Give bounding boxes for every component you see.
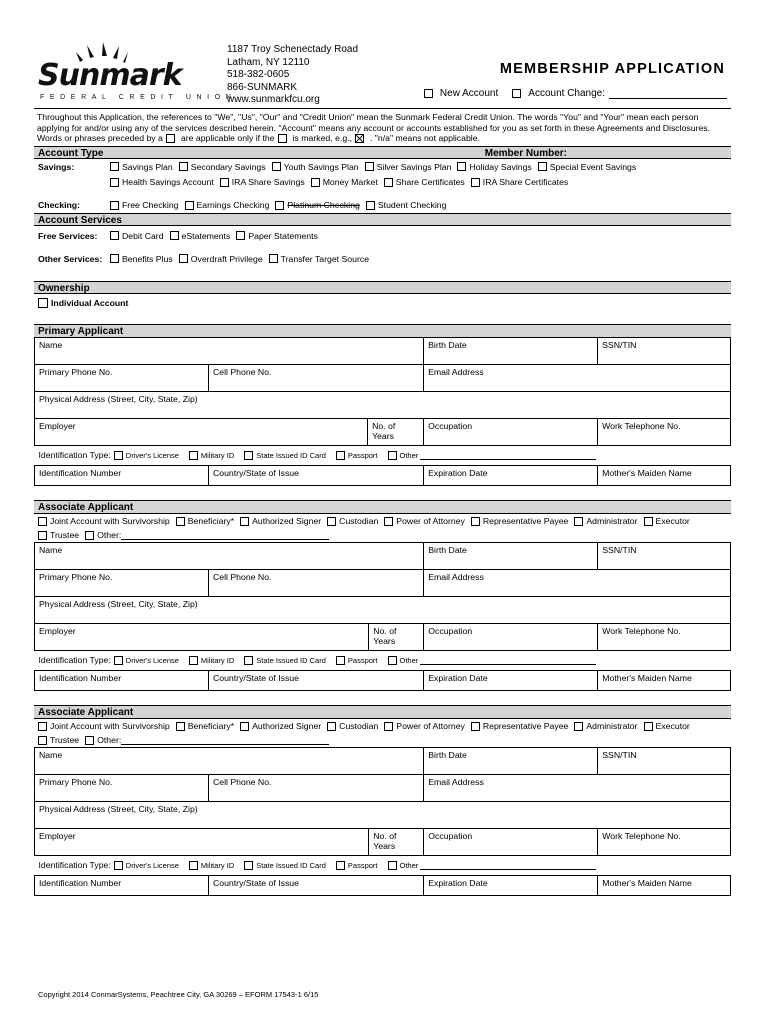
id-state-issued[interactable]: State Issued ID Card <box>244 861 326 870</box>
option-special-event-savings[interactable]: Special Event Savings <box>538 162 636 172</box>
id-military[interactable]: Military ID <box>189 451 234 460</box>
expiration-field[interactable]: Expiration Date <box>424 670 598 690</box>
years-field[interactable]: No. of Years <box>369 623 424 650</box>
note-text: is marked, e.g., <box>292 133 352 143</box>
member-number-label: Member Number: <box>484 147 567 159</box>
section-title: Associate Applicant <box>38 706 134 718</box>
primary-applicant-table <box>34 337 731 486</box>
email-field[interactable]: Email Address <box>424 364 731 391</box>
form-header <box>34 36 731 108</box>
id-type-row <box>35 445 731 465</box>
checking-label: Checking: <box>38 200 80 210</box>
role-authorized-signer[interactable]: Authorized Signer <box>240 516 321 526</box>
employer-field[interactable]: Employer <box>35 828 369 855</box>
option-free-checking[interactable]: Free Checking <box>110 200 179 210</box>
associate-roles-row <box>34 514 731 529</box>
role-other[interactable]: Other: <box>85 530 329 540</box>
account-services-header <box>34 213 731 226</box>
id-drivers-license[interactable]: Driver's License <box>114 451 179 460</box>
id-drivers-license[interactable]: Driver's License <box>114 656 179 665</box>
option-ira-share-savings[interactable]: IRA Share Savings <box>220 177 305 187</box>
years-field[interactable]: No. of Years <box>369 828 424 855</box>
option-individual-account[interactable]: Individual Account <box>38 298 128 308</box>
id-other[interactable]: Other <box>388 860 597 870</box>
id-other[interactable]: Other <box>388 450 597 460</box>
example-empty-checkbox <box>166 134 175 143</box>
birth-date-field[interactable]: Birth Date <box>424 542 598 569</box>
sunmark-logo <box>38 42 237 106</box>
role-joint[interactable]: Joint Account with Survivorship <box>38 516 170 526</box>
ssn-field[interactable]: SSN/TIN <box>598 337 731 364</box>
other-services-row <box>34 249 731 269</box>
option-silver-savings[interactable]: Silver Savings Plan <box>365 162 452 172</box>
id-number-field[interactable]: Identification Number <box>35 670 209 690</box>
other-services-label: Other Services: <box>38 253 103 264</box>
id-passport[interactable]: Passport <box>336 451 378 460</box>
id-type-label: Identification Type: <box>38 450 111 460</box>
option-health-savings[interactable]: Health Savings Account <box>110 177 214 187</box>
note-text: are applicable only if the <box>180 133 275 143</box>
role-administrator[interactable]: Administrator <box>574 516 637 526</box>
logo-wordmark: Sunmark <box>38 58 182 93</box>
associate-applicant-table-2 <box>34 747 731 896</box>
physical-address-field[interactable]: Physical Address (Street, City, State, Zip) <box>35 801 731 828</box>
option-estatements[interactable]: eStatements <box>170 231 231 241</box>
role-trustee[interactable]: Trustee <box>38 530 79 540</box>
intro-text <box>34 108 731 146</box>
savings-row <box>34 159 731 175</box>
note-text: Words or phrases preceded by a <box>37 133 163 143</box>
occupation-field[interactable]: Occupation <box>424 418 598 445</box>
role-other[interactable]: Other: <box>85 735 329 745</box>
email-field[interactable]: Email Address <box>424 569 731 596</box>
role-administrator[interactable]: Administrator <box>574 721 637 731</box>
savings-row-2 <box>34 175 731 190</box>
ownership-row <box>34 294 731 312</box>
note-text: . "n/a" means not applicable. <box>369 133 480 143</box>
primary-applicant-header <box>34 324 731 337</box>
account-change-checkbox[interactable] <box>512 89 521 98</box>
role-beneficiary[interactable]: Beneficiary* <box>176 721 234 731</box>
years-occupation-cell <box>368 418 424 445</box>
name-field[interactable]: Name <box>35 747 424 774</box>
email-field[interactable]: Email Address <box>424 774 731 801</box>
role-custodian[interactable]: Custodian <box>327 516 378 526</box>
section-title: Account Type <box>38 147 104 159</box>
example-empty-checkbox <box>278 134 287 143</box>
option-ira-share-certificates[interactable]: IRA Share Certificates <box>471 177 568 187</box>
id-other[interactable]: Other <box>388 655 597 665</box>
id-state-issued[interactable]: State Issued ID Card <box>244 656 326 665</box>
role-power-of-attorney[interactable]: Power of Attorney <box>384 721 465 731</box>
checking-row <box>34 198 731 213</box>
role-authorized-signer[interactable]: Authorized Signer <box>240 721 321 731</box>
address-line: Latham, NY 12110 <box>227 56 310 68</box>
role-executor[interactable]: Executor <box>644 721 690 731</box>
role-representative-payee[interactable]: Representative Payee <box>471 721 568 731</box>
id-type-row <box>35 650 731 670</box>
new-account-checkbox[interactable] <box>424 89 433 98</box>
work-phone-field[interactable]: Work Telephone No. <box>598 828 731 855</box>
cell-phone-field[interactable]: Cell Phone No. <box>209 774 424 801</box>
section-title: Ownership <box>38 282 90 294</box>
account-status-options <box>424 88 727 99</box>
maiden-name-field[interactable]: Mother's Maiden Name <box>598 875 731 895</box>
example-checked-checkbox <box>355 134 364 143</box>
associate-trustee-row <box>34 529 731 542</box>
option-platinum-checking[interactable]: Platinum Checking <box>275 200 359 210</box>
role-representative-payee[interactable]: Representative Payee <box>471 516 568 526</box>
intro-definitions: Throughout this Application, the references to "We", "Us", "Our" and "Credit Union" mean the Sunmark Federal Credit Union. The words "You" and "Your" mean each person applying for and/or using any of the services described herein. "Account" means any account or accounts established for you as set forth in these Agreements and Disclosures. <box>37 112 711 133</box>
form-title: MEMBERSHIP APPLICATION <box>499 61 725 77</box>
section-title: Primary Applicant <box>38 325 124 337</box>
option-savings-plan[interactable]: Savings Plan <box>110 162 173 172</box>
option-overdraft-privilege[interactable]: Overdraft Privilege <box>179 254 263 264</box>
physical-address-field[interactable]: Physical Address (Street, City, State, Zip) <box>35 391 731 418</box>
country-field[interactable]: Country/State of Issue <box>209 670 424 690</box>
primary-phone-field[interactable]: Primary Phone No. <box>35 569 209 596</box>
option-secondary-savings[interactable]: Secondary Savings <box>179 162 266 172</box>
copyright-footer: Copyright 2014 ConmarSystems, Peachtree City, GA 30269 – EFORM 17543-1 6/15 <box>38 990 319 999</box>
id-military[interactable]: Military ID <box>189 861 234 870</box>
option-paper-statements[interactable]: Paper Statements <box>236 231 318 241</box>
expiration-field[interactable]: Expiration Date <box>424 875 598 895</box>
associate-applicant-header-2 <box>34 705 731 718</box>
associate-applicant-table <box>34 542 731 691</box>
section-title: Associate Applicant <box>38 501 134 513</box>
savings-label: Savings: <box>38 161 75 172</box>
address-line: 1187 Troy Schenectady Road <box>227 44 359 55</box>
id-number-field[interactable]: Identification Number <box>35 465 209 485</box>
cell-phone-field[interactable]: Cell Phone No. <box>209 569 424 596</box>
occupation-field[interactable]: Occupation <box>424 828 598 855</box>
id-type-label: Identification Type: <box>38 860 111 870</box>
phone-line: 866-SUNMARK <box>227 81 298 93</box>
associate-trustee-row <box>34 734 731 747</box>
work-phone-field[interactable]: Work Telephone No. <box>598 418 731 445</box>
primary-phone-field[interactable]: Primary Phone No. <box>35 774 209 801</box>
physical-address-field[interactable]: Physical Address (Street, City, State, Zip) <box>35 596 731 623</box>
id-type-row <box>35 855 731 875</box>
website-line: www.sunmarkfcu.org <box>227 94 320 105</box>
option-youth-savings[interactable]: Youth Savings Plan <box>272 162 359 172</box>
role-power-of-attorney[interactable]: Power of Attorney <box>384 516 465 526</box>
option-student-checking[interactable]: Student Checking <box>366 200 447 210</box>
id-military[interactable]: Military ID <box>189 656 234 665</box>
membership-application-form <box>34 36 731 896</box>
id-passport[interactable]: Passport <box>336 656 378 665</box>
associate-applicant-header <box>34 500 731 513</box>
country-field[interactable]: Country/State of Issue <box>209 465 424 485</box>
country-field[interactable]: Country/State of Issue <box>209 875 424 895</box>
id-drivers-license[interactable]: Driver's License <box>114 861 179 870</box>
name-field[interactable]: Name <box>35 337 424 364</box>
work-phone-field[interactable]: Work Telephone No. <box>598 623 731 650</box>
option-money-market[interactable]: Money Market <box>311 177 378 187</box>
role-trustee[interactable]: Trustee <box>38 735 79 745</box>
new-account-label: New Account <box>439 88 499 99</box>
years-field[interactable]: No. of Years <box>372 420 396 441</box>
option-debit-card[interactable]: Debit Card <box>110 231 164 241</box>
logo-subtitle: FEDERAL CREDIT UNION <box>40 94 237 101</box>
account-type-header <box>34 146 731 159</box>
occupation-field[interactable]: Occupation <box>424 623 598 650</box>
option-holiday-savings[interactable]: Holiday Savings <box>457 162 531 172</box>
ssn-field[interactable]: SSN/TIN <box>598 747 731 774</box>
expiration-field[interactable]: Expiration Date <box>424 465 598 485</box>
employer-field[interactable]: Employer <box>35 418 368 445</box>
cell-phone-field[interactable]: Cell Phone No. <box>209 364 424 391</box>
birth-date-field[interactable]: Birth Date <box>424 337 598 364</box>
free-services-row <box>34 226 731 246</box>
name-field[interactable]: Name <box>35 542 424 569</box>
maiden-name-field[interactable]: Mother's Maiden Name <box>598 670 731 690</box>
phone-line: 518-382-0605 <box>227 69 290 80</box>
intro-checkbox-note <box>37 133 728 144</box>
id-number-field[interactable]: Identification Number <box>35 875 209 895</box>
role-executor[interactable]: Executor <box>644 516 690 526</box>
account-change-field[interactable] <box>609 89 727 99</box>
role-beneficiary[interactable]: Beneficiary* <box>176 516 234 526</box>
section-title: Account Services <box>38 214 122 226</box>
birth-date-field[interactable]: Birth Date <box>424 747 598 774</box>
option-benefits-plus[interactable]: Benefits Plus <box>110 254 173 264</box>
maiden-name-field[interactable]: Mother's Maiden Name <box>598 465 731 485</box>
role-custodian[interactable]: Custodian <box>327 721 378 731</box>
id-type-label: Identification Type: <box>38 655 111 665</box>
ownership-header <box>34 281 731 294</box>
associate-roles-row <box>34 719 731 734</box>
option-share-certificates[interactable]: Share Certificates <box>384 177 465 187</box>
ssn-field[interactable]: SSN/TIN <box>598 542 731 569</box>
account-change-label: Account Change: <box>528 88 605 99</box>
option-earnings-checking[interactable]: Earnings Checking <box>185 200 270 210</box>
free-services-label: Free Services: <box>38 230 98 241</box>
option-transfer-target-source[interactable]: Transfer Target Source <box>269 254 369 264</box>
primary-phone-field[interactable]: Primary Phone No. <box>35 364 209 391</box>
employer-field[interactable]: Employer <box>35 623 369 650</box>
id-state-issued[interactable]: State Issued ID Card <box>244 451 326 460</box>
role-joint[interactable]: Joint Account with Survivorship <box>38 721 170 731</box>
credit-union-address <box>227 44 358 107</box>
id-passport[interactable]: Passport <box>336 861 378 870</box>
